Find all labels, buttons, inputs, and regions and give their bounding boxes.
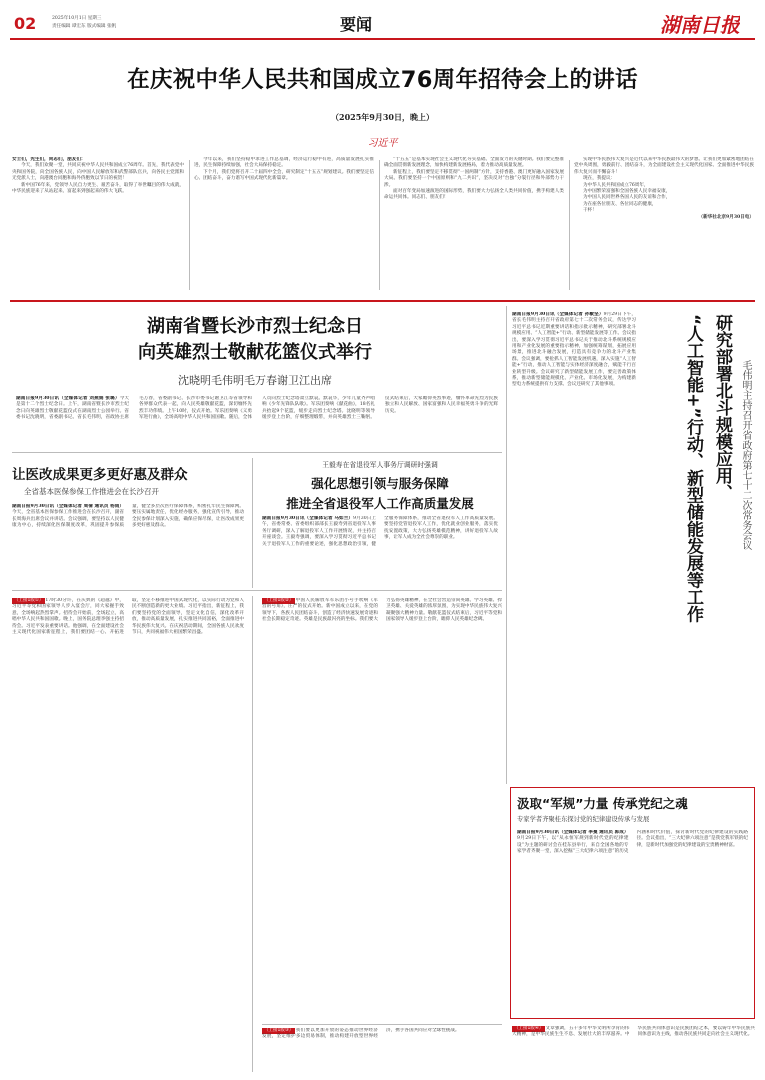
page-number: 02 [14, 14, 37, 33]
council-subtitle: 毛伟明主持召开省政府第七十二次常务会议 [740, 360, 751, 550]
col-divider [252, 458, 253, 588]
divider [12, 590, 502, 591]
continued-text: 文章强调，五千多年中华文明所孕育的伟大精神，是中华民族生生不息、发展壮大的丰厚滋养。中华民族共同体意识是民族团结之本，要以铸牢中华民族共同体意识为主线，推动各民族共同走向社会主义现代化。 [512, 1026, 755, 1038]
lead-paragraph: 下个月，我们党将召开二十届四中全会，研究制定“十五五”规划建议。我们要坚定信心、团结奋斗，奋力谱写中国式现代化新篇章。 [194, 169, 374, 182]
council-text: 9月29日下午，省长毛伟明主持召开省政府第七十二次常务会议，传达学习习近平总书记近期重要讲话和指示批示精神，研究部署北斗规模应用、“人工智能+”行动、新型储能发展等工作。会议指出，要深入学习贯彻习近平总书记关于推动北斗系统规模应用和产业化发展的重要指示精神，加强统筹谋划，拓展应用场景，推进北斗融合发展，打造具有竞争力的北斗产业集群。会议强调，要抢抓人工智能发展机遇，深入实施“人工智能+”行动，推动人工智能与实体经济深度融合，赋能千行百业转型升级。会议研究了新型储能发展工作，要完善政策体系，推动新型储能规模化、产业化、市场化发展，为构建新型电力系统提供有力支撑。会议还研究了其他事项。 [512, 312, 636, 388]
continued-right [512, 1026, 755, 1072]
lead-source: （新华社北京9月30日电） [698, 214, 754, 220]
martyrs-title-1: 湖南省暨长沙市烈士纪念日 [147, 316, 363, 337]
retired-kicker: 王毅寿在省退役军人事务厅调研时强调 [322, 461, 438, 469]
retired-title-2: 推进全省退役军人工作高质量发展 [286, 496, 474, 511]
martyrs-byline: 湖南日报9月30日讯（全媒体记者 刘燕娟 张璐） [16, 396, 120, 401]
col-divider [252, 596, 253, 1072]
discipline-title: 汲取“军规”力量 传承党纪之魂 [517, 796, 688, 811]
lead-col-1 [12, 157, 184, 297]
martyrs-text: 今天是第十二个烈士纪念日。上午，湖南省暨长沙市烈士纪念日向英雄烈士敬献花篮仪式在湖南烈士公园举行。省委书记沈晓明，省委副书记、省长毛伟明，省政协主席毛万春，省委副书记、长沙市委书记谢卫江等省领导和各界群众代表一起，向人民英雄敬献花篮，深切缅怀先烈丰功伟绩。上午10时，仪式开始。军乐团奏响《义勇军进行曲》，全场高唱中华人民共和国国歌。随后，全体人员向烈士纪念塔肃立默哀。默哀毕，少年儿童齐声唱响《少年先锋队队歌》。军乐团奏响《献花曲》，18名礼兵抬起9个花篮，缓步走向烈士纪念塔。沈晓明等领导缓步登上台阶，仔细整理缎带，并向英雄烈士三鞠躬。仪式结束后，大家瞻仰英烈事迹，缅怀革命先烈为民族独立和人民解放、国家富强和人民幸福英勇斗争的光辉历史。 [16, 396, 498, 421]
health-subtitle: 全省基本医保参保工作推进会在长沙召开 [24, 487, 159, 496]
col-divider [506, 306, 507, 784]
discipline-box [510, 787, 755, 1019]
council-body [512, 312, 636, 780]
retired-title-1: 强化思想引领与服务保障 [311, 476, 449, 491]
divider [12, 452, 502, 453]
lead-paragraph: 今天，我们欢聚一堂，共同庆祝中华人民共和国成立76周年。首先，我代表党中央和国务院，向全国各族人民，向中国人民解放军和武警部队官兵，向各民主党派和无党派人士，向港澳台同胞和海外侨胞致以节日的祝贺！ [12, 163, 184, 182]
continued-tag: （上接1版①） [14, 598, 44, 603]
lead-paragraph: 今年以来，我们坚持稳中求进工作总基调，经济运行稳中有进，高质量发展扎实推进，民生保障持续加强，社会大局保持稳定。 [194, 157, 374, 169]
continued-text: 中国人民解放军军乐团小号手吹响《军营的号角》，庄严的仪式开始。新中国成立以来，在党的领导下，各族人民团结奋斗，创造了经济快速发展奇迹和社会长期稳定奇迹。英雄是民族最闪亮的坐标。我们要大力弘扬英雄精神，在全社会营造崇尚英雄、学习英雄、捍卫英雄、关爱英雄的浓厚氛围，为实现中华民族伟大复兴凝聚强大精神力量。敬献花篮仪式结束后，习近平等党和国家领导人缓步登上台阶，瞻仰人民英雄纪念碑。 [262, 598, 502, 623]
continued-tag: （上接1版③） [264, 1028, 294, 1033]
lead-salutation: 女士们，先生们，同志们，朋友们： [12, 157, 86, 162]
lead-date: （2025年9月30日，晚上） [331, 112, 434, 122]
continued-text: 17时30分许，在庆典的《超越》中，习近平等党和国家领导人步入宴会厅，同大家握手致意，全场响起热烈掌声。招待会开始前，全场起立，高唱中华人民共和国国歌。晚上，国务院总理李强主持招待会。习近平发表重要讲话。他强调，在全面建设社会主义现代化国家新征程上，我们要团结一心、开拓进取，坚定不移推进中国式现代化，以实际行动为党和人民不断创造新的更大业绩。习近平指出，新征程上，我们要坚持党的全面领导，坚定文化自信，深化改革开放，推动高质量发展，扎实推进共同富裕，全面推进中华民族伟大复兴。在庆祝活动期间，全国各族人民欢度节日，共同祝福伟大祖国繁荣昌盛。 [12, 598, 244, 636]
discipline-text: 9月29日下午，以“从永恒军规到新时代党的纪律建设”为主题的研讨会在桂东县举行，来自全国各地的专家学者齐聚一堂，深入挖掘“三大纪律六项注意”的历史内涵和时代价值，探讨新时代党的纪律建设的实践路径。会议指出，“三大纪律六项注意”是我党我军铁的纪律，是新时代加强党的纪律建设的宝贵精神财富。 [517, 830, 748, 855]
col-divider [189, 160, 190, 290]
col-divider [379, 160, 380, 290]
discipline-body [517, 830, 748, 1012]
masthead [0, 0, 765, 42]
toast-line: 为中华人民共和国成立76周年， [583, 182, 649, 188]
toast-line: 为中国人民同世界各国人民的友谊和合作， [583, 195, 671, 201]
toast-line: 现在，我提议： [583, 176, 616, 182]
continued-tag: （上接1版②） [264, 598, 294, 603]
lead-paragraph: “十五五”是基本实现社会主义现代化夯实基础、全面发力的关键时期。我们要完整准确全面贯彻新发展理念，加快构建新发展格局，着力推动高质量发展。 [384, 157, 564, 169]
section-title: 要闻 [340, 15, 373, 34]
lead-col-4 [574, 157, 754, 297]
toast-line: 干杯！ [583, 208, 597, 214]
lead-col-2 [194, 157, 374, 297]
martyrs-body [16, 396, 498, 448]
continued-mid [262, 598, 502, 1028]
lead-bottom-rule [10, 300, 755, 302]
lead-paragraph: 新中国76年来，党领导人民自力更生、艰苦奋斗，取得了举世瞩目的伟大成就，中华民族迎来了从站起来、富起来到强起来的伟大飞跃。 [12, 182, 184, 195]
martyrs-title-2: 向英雄烈士敬献花篮仪式举行 [138, 342, 372, 363]
continued-tag: （上接1版④） [514, 1026, 544, 1031]
editor-line: 责任编辑 谭宏东 版式编辑 张帆 [52, 24, 117, 29]
martyrs-subtitle: 沈晓明毛伟明毛万春谢卫江出席 [178, 374, 332, 387]
council-title-b: “人工智能+”行动、新型储能发展等工作 [683, 314, 703, 623]
continued-text: 我们要以更加开放的姿态推动世界经济发展，坚定维护多边贸易体制，推动构建开放型世界经济，携手各国共同应对全球性挑战。 [262, 1028, 460, 1040]
date-line: 2025年10月1日 星期三 [52, 16, 102, 21]
health-byline: 湖南日报9月30日讯（全媒体记者 周倩 通讯员 杨雨） [12, 504, 124, 509]
masthead-rule [10, 38, 755, 40]
lead-paragraph: 面对百年变局加速演进的国际形势，我们要大力弘扬全人类共同价值，携手构建人类命运共同体。同志们、朋友们！ [384, 189, 564, 201]
continued-mid2 [262, 1028, 502, 1072]
lead-author: 习近平 [367, 138, 398, 149]
toast-line: 为中国繁荣富强和全国各族人民幸福安康， [583, 189, 671, 195]
lead-col-3 [384, 157, 564, 297]
divider [262, 1024, 502, 1025]
council-byline: 湖南日报9月30日讯（全媒体记者 孙敏坚） [512, 312, 604, 317]
discipline-subtitle: 专家学者齐聚桂东探讨党的纪律建设传承与发展 [517, 816, 650, 823]
health-body [12, 504, 244, 582]
discipline-byline: 湖南日报9月30日讯（全媒体记者 李曼 通讯员 郭成） [517, 830, 629, 835]
council-title-a: 研究部署北斗规模应用、 [712, 314, 732, 501]
col-divider [569, 160, 570, 290]
toast-line: 为在座各位朋友、各位同志的健康， [583, 201, 657, 207]
lead-paragraph: 实现中华民族伟大复兴是近代以来中华民族最伟大的梦想。让我们更加紧密地团结在党中央周围，勇毅前行、团结奋斗，为全面建设社会主义现代化国家、全面推进中华民族伟大复兴而不懈奋斗！ [574, 157, 754, 175]
continued-left [12, 598, 244, 1070]
retired-body [262, 516, 498, 584]
lead-paragraph: 新征程上，我们要坚定不移贯彻“一国两制”方针，支持香港、澳门更好融入国家发展大局。我们要坚持一个中国原则和“九二共识”，坚决反对“台独”分裂行径和外部势力干涉。 [384, 169, 564, 188]
newspaper-logo: 湖南日报 [660, 13, 740, 37]
health-text: 今天，全省基本医保参保工作推进会在长沙召开，副省长周海兵出席会议并讲话。会议强调，要坚持以人民健康为中心，持续深化医保制度改革，巩固提升参保质量，健全多层次医疗保障体系，织密扎牢民生保障网。要压实属地责任，优化经办服务，强化宣传引导，推动全民参保计划深入实施，确保应保尽保，让医改成果更多更好惠及群众。 [12, 504, 244, 529]
retired-text: 9月30日上午，省委常委、省委组织部部长王毅寿到省退役军人事务厅调研，深入了解退役军人工作开展情况，并主持召开座谈会。王毅寿强调，要深入学习贯彻习近平总书记关于退役军人工作的重要论述，强化思想政治引领，健全服务保障体系，推动全省退役军人工作高质量发展。要坚持党管退役军人工作，优化就业创业服务，落实优抚安置政策，大力弘扬英雄模范精神，讲好退役军人故事，让军人成为全社会尊崇的职业。 [262, 516, 498, 547]
lead-title: 在庆祝中华人民共和国成立76周年招待会上的讲话 [127, 67, 638, 93]
health-title: 让医改成果更多更好惠及群众 [12, 467, 188, 483]
retired-byline: 湖南日报9月30日讯（全媒体记者 马如兰） [262, 516, 354, 521]
